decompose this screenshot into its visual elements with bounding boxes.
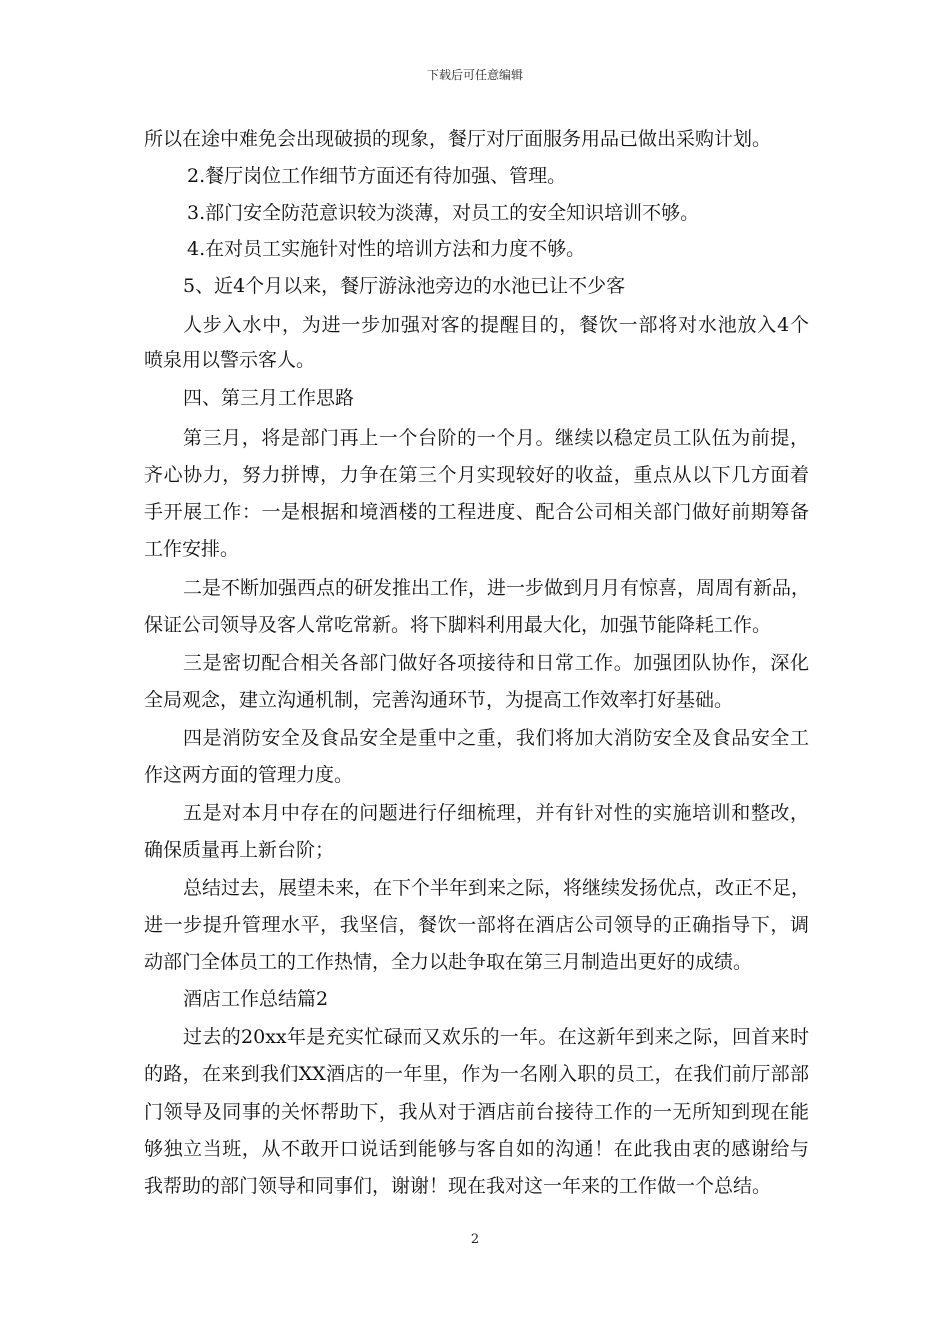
body-line: 2.餐厅岗位工作细节方面还有待加强、管理。	[187, 165, 567, 187]
body-line: 门领导及同事的关怀帮助下，我从对于酒店前台接待工作的一无所知到现在能	[144, 1101, 809, 1123]
body-line: 动部门全体员工的工作热情，全力以赴争取在第三月制造出更好的成绩。	[144, 951, 753, 973]
body-line: 五是对本月中存在的问题进行仔细梳理，并有针对性的实施培训和整改，	[183, 802, 809, 824]
body-line: 齐心协力，努力拼博，力争在第三个月实现较好的收益，重点从以下几方面着	[144, 464, 809, 486]
body-line: 保证公司领导及客人常吃常新。将下脚料利用最大化，加强节能降耗工作。	[144, 614, 772, 636]
page-header-note: 下载后可任意编辑	[426, 68, 523, 82]
body-line: 所以在途中难免会出现破损的现象，餐厅对厅面服务用品已做出采购计划。	[144, 128, 772, 150]
body-line: 的路，在来到我们XX酒店的一年里，作为一名刚入职的员工，在我们前厅部部	[144, 1063, 809, 1085]
body-line: 确保质量再上新台阶；	[144, 839, 335, 861]
body-line: 二是不断加强西点的研发推出工作，进一步做到月月有惊喜，周周有新品，	[183, 577, 811, 599]
body-line: 三是密切配合相关各部门做好各项接待和日常工作。加强团队协作，深化	[183, 652, 809, 674]
body-line: 我帮助的部门领导和同事们，谢谢！现在我对这一年来的工作做一个总结。	[144, 1175, 772, 1197]
body-line: 够独立当班，从不敢开口说话到能够与客自如的沟通！在此我由衷的感谢给与	[144, 1138, 809, 1160]
body-line: 四是消防安全及食品安全是重中之重，我们将加大消防安全及食品安全工	[183, 727, 809, 749]
body-line: 作这两方面的管理力度。	[144, 764, 354, 786]
body-line: 喷泉用以警示客人。	[144, 349, 316, 371]
body-line: 人步入水中，为进一步加强对客的提醒目的，餐饮一部将对水池放入4个	[183, 314, 809, 336]
body-line: 第三月，将是部门再上一个台阶的一个月。继续以稳定员工队伍为前提，	[183, 427, 809, 449]
body-line: 全局观念，建立沟通机制，完善沟通环节，为提高工作效率打好基础。	[144, 689, 734, 711]
section-heading: 酒店工作总结篇2	[183, 988, 329, 1010]
body-line: 进一步提升管理水平，我坚信，餐饮一部将在酒店公司领导的正确指导下，调	[144, 914, 809, 936]
page-number: 2	[470, 1232, 480, 1247]
body-line: 5、近4个月以来，餐厅游泳池旁边的水池已让不少客	[183, 275, 626, 297]
body-line: 4.在对员工实施针对性的培训方法和力度不够。	[187, 238, 586, 260]
body-line: 过去的20xx年是充实忙碌而又欢乐的一年。在这新年到来之际，回首来时	[183, 1026, 809, 1048]
body-line: 3.部门安全防范意识较为淡薄，对员工的安全知识培训不够。	[187, 202, 700, 224]
body-line: 总结过去，展望未来，在下个半年到来之际，将继续发扬优点，改正不足，	[183, 877, 811, 899]
body-line: 手开展工作：一是根据和境酒楼的工程进度、配合公司相关部门做好前期筹备	[144, 501, 809, 523]
section-heading: 四、第三月工作思路	[183, 387, 355, 409]
body-line: 工作安排。	[144, 538, 240, 560]
